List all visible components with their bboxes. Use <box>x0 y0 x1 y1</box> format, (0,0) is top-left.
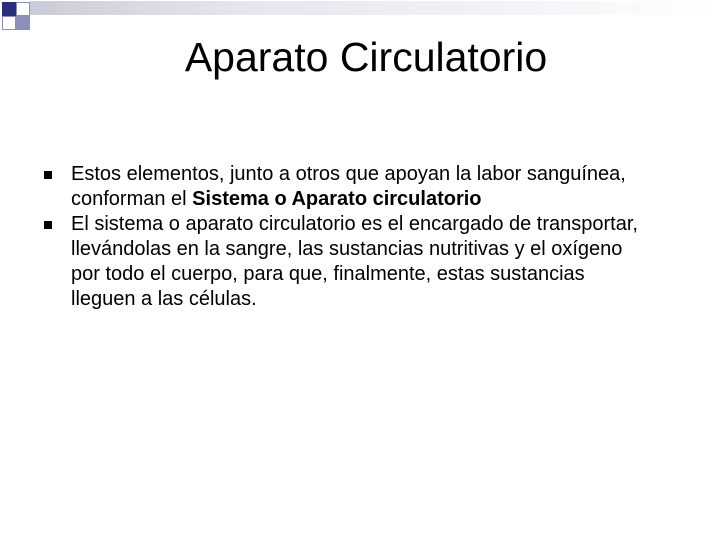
outline-square-icon <box>2 16 16 30</box>
slide-title: Aparato Circulatorio <box>184 34 548 80</box>
bullet-text-bold: Sistema o Aparato circulatorio <box>192 188 482 210</box>
bullet-text: Estos elementos, junto a otros que apoyan la labor sanguínea, conforman el <box>71 163 626 210</box>
dark-square-icon <box>2 2 16 16</box>
square-bullet-icon <box>44 221 52 229</box>
mid-square-icon <box>16 16 30 30</box>
bullet-text: El sistema o aparato circulatorio es el encargado de transportar, llevándolas en la sangre, las sustancias nutritivas y el oxígeno por todo el cuerpo, para que, finalmente, estas sustancias lleguen a las células. <box>71 213 638 310</box>
gradient-band <box>30 1 720 15</box>
bullet-list <box>40 162 640 312</box>
outline-square-icon <box>16 2 30 16</box>
bullet-item <box>40 162 640 212</box>
square-bullet-icon <box>44 171 52 179</box>
bullet-item <box>40 212 640 312</box>
